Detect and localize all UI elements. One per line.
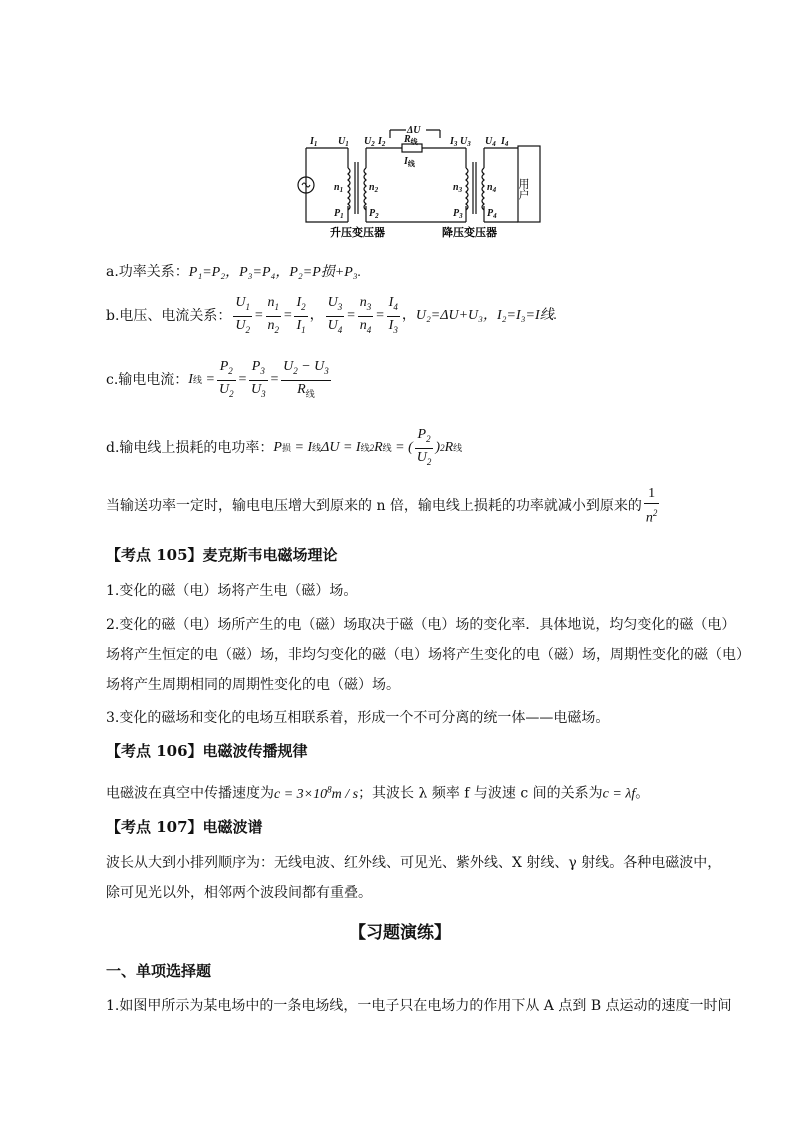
formula-b-ratios: $\frac{U_1}{U_2}$ = $\frac{n_1}{n_2}$ = $\frac{I_2}{I_1}$ ， $\frac{U_3}{U_4}$ = $\frac{n_3}{n_4}$ = $\frac{I_4}{I_3}$ ， <box>235 295 416 335</box>
label-r-line: R <box>404 134 411 145</box>
power-transmission-diagram <box>290 118 550 240</box>
exercise-title: 【习题演练】 <box>349 923 451 943</box>
label-n1: n <box>334 182 340 193</box>
svg-text:U4: $U_4$ <box>485 136 496 148</box>
p105-3: 3.变化的磁场和变化的电场互相联系着，形成一个不可分离的统一体——电磁场。 <box>106 710 610 726</box>
p107-a: 波长从大到小排列顺序为：无线电波、红外线、可见光、紫外线、X 射线、γ 射线。各种电磁波中， <box>106 855 722 871</box>
label-i1: I <box>310 136 314 147</box>
svg-text:I4: $I_4$ <box>501 136 509 148</box>
label-p2: P <box>369 208 376 219</box>
label-delta-u: ΔU <box>407 125 421 136</box>
label-n2: n <box>369 182 375 193</box>
svg-text:I2: $I_2$ <box>378 136 386 148</box>
p105-1: 1.变化的磁（电）场将产生电（磁）场。 <box>106 583 358 599</box>
note-line: 当输送功率一定时，输电电压增大到原来的 n 倍，输电线上损耗的功率就减小到原来的 $\frac{1}{n^2}$ <box>106 486 658 526</box>
p105-2b: 场将产生恒定的电（磁）场，非均匀变化的磁（电）场将产生变化的电（磁）场，周期性变化的磁（电） <box>106 647 750 663</box>
formula-d: d.输电线上损耗的电功率： P 损 = I 线 ΔU = I 线 2 R 线 = ( $\frac{P_2}{U_2}$ ) 2 R 线 <box>106 426 462 471</box>
label-u1: U <box>338 136 346 147</box>
svg-text:n4: $n_4$ <box>487 182 497 194</box>
svg-text:I3: $I_3$ <box>450 136 458 148</box>
svg-text:n1: $n_1$ <box>334 182 344 194</box>
label-user: 用户 <box>517 178 529 200</box>
formula-d-expr: P 损 = I 线 ΔU = I 线 2 R 线 = ( $\frac{P_2}{U_2}$ ) 2 R 线 <box>273 427 463 467</box>
heading-105: 【考点 105】麦克斯韦电磁场理论 <box>106 546 338 564</box>
svg-text:P1: $P_1$ <box>334 208 344 220</box>
svg-text:P4: $P_4$ <box>487 208 497 220</box>
p107-b: 除可见光以外，相邻两个波段间都有重叠。 <box>106 885 372 901</box>
svg-text:n3: $n_3$ <box>453 182 463 194</box>
svg-text:n2: $n_2$ <box>369 182 379 194</box>
label-u2: U <box>364 136 372 147</box>
formula-b-tail: U₂=ΔU+U₃，I₂=I₃=I线. <box>415 308 558 324</box>
p105-2a: 2.变化的磁（电）场所产生的电（磁）场取决于磁（电）场的变化率．具体地说，均匀变化的磁（电） <box>106 617 736 633</box>
svg-text:R线: $R_线$ <box>404 134 418 146</box>
label-step-up: 升压变压器 <box>330 227 385 239</box>
label-p1: P <box>334 208 341 219</box>
heading-106: 【考点 106】电磁波传播规律 <box>106 742 308 760</box>
wave-formula: c = λf <box>602 786 636 802</box>
svg-text:P2: $P_2$ <box>369 208 379 220</box>
svg-text:U2: $U_2$ <box>364 136 375 148</box>
question-1: 1.如图甲所示为某电场中的一条电场线，一电子只在电场力的作用下从 A 点到 B 点运动的速度一时间 <box>106 998 732 1014</box>
formula-a-content: P₁=P₂，P₃=P₄，P₂=P损+P₃. <box>188 265 362 280</box>
part-one-heading: 一、单项选择题 <box>106 962 212 980</box>
label-step-down: 降压变压器 <box>442 227 497 239</box>
label-n3: n <box>453 182 459 193</box>
label-p3: P <box>453 208 460 219</box>
p105-2c: 场将产生周期相同的周期性变化的电（磁）场。 <box>106 677 400 693</box>
label-i3: I <box>450 136 454 147</box>
svg-text:U3: $U_3$ <box>460 136 471 148</box>
formula-c: c.输电电流： I 线 = $\frac{P_2}{U_2}$ = $\frac{P_3}{U_3}$ = $\frac{U_2 - U_3}{R_线}$ <box>106 358 333 403</box>
label-i-line: I <box>404 156 408 167</box>
label-i2: I <box>378 136 382 147</box>
formula-b: b.电压、电流关系： $\frac{U_1}{U_2}$ = $\frac{n_1}{n_2}$ = $\frac{I_2}{I_1}$ ， $\frac{U_3}{U_4}$ = $\frac{n_3}{n_4}$ = $\frac{I_4}{I_3}$ ， U₂=ΔU+U₃，I₂=I₃=I线. <box>106 294 557 339</box>
note-fraction: $\frac{1}{n^2}$ <box>645 486 658 526</box>
svg-text:I1: $I_1$ <box>310 136 318 148</box>
heading-107: 【考点 107】电磁波谱 <box>106 818 263 836</box>
label-i4: I <box>501 136 505 147</box>
speed-formula: $c = 3\times 10^8m / s$ <box>274 784 359 802</box>
svg-text:P3: $P_3$ <box>453 208 463 220</box>
svg-text:U1: $U_1$ <box>338 136 349 148</box>
formula-a: a.功率关系：P₁=P₂，P₃=P₄，P₂=P损+P₃. <box>106 264 362 280</box>
label-n4: n <box>487 182 493 193</box>
label-u4: U <box>485 136 493 147</box>
label-p4: P <box>487 208 494 219</box>
svg-text:I线: $I_线$ <box>404 156 415 168</box>
p106: 电磁波在真空中传播速度为$c = 3\times 10^8m / s$；其波长 λ 频率 f 与波速 c 间的关系为c = λf。 <box>106 784 650 802</box>
formula-c-expr: I 线 = $\frac{P_2}{U_2}$ = $\frac{P_3}{U_3}$ = $\frac{U_2 - U_3}{R_线}$ <box>188 359 329 399</box>
label-u3: U <box>460 136 468 147</box>
